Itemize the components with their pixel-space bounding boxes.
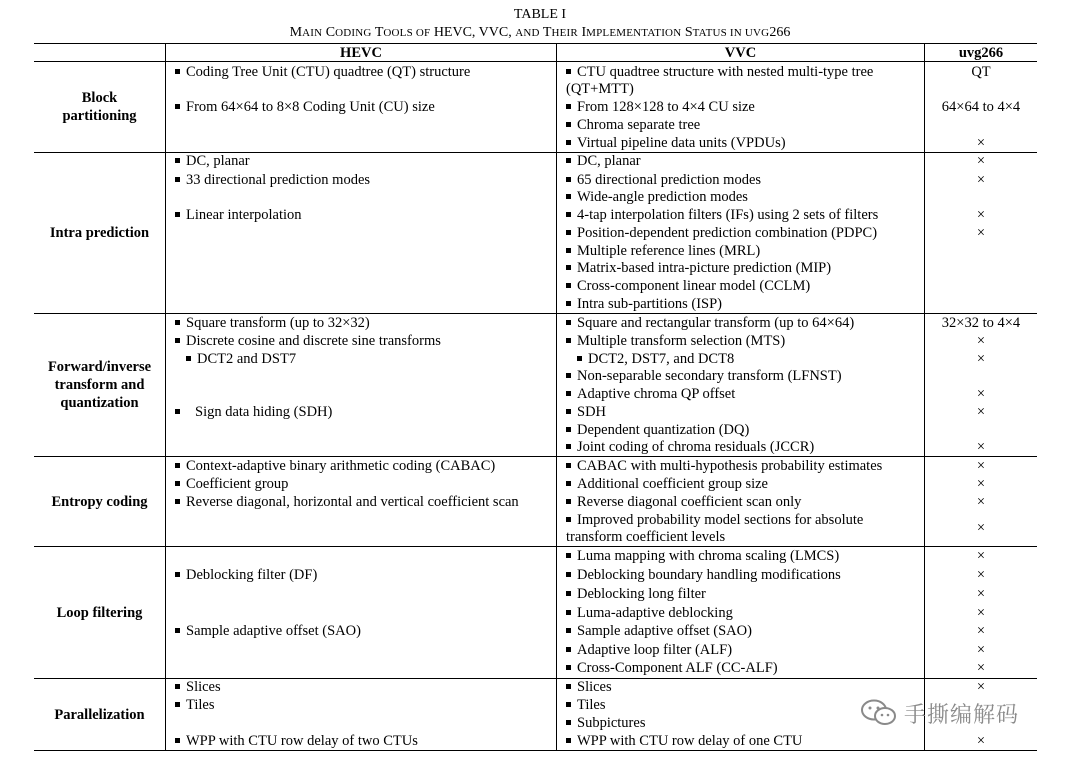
vvc-item: Virtual pipeline data units (VPDUs)	[566, 135, 786, 152]
vvc-item: Reverse diagonal coefficient scan only	[566, 494, 801, 511]
vvc-item: Deblocking boundary handling modifications	[566, 567, 841, 584]
uvg266-status: ×	[976, 153, 986, 169]
vvc-item: Additional coefficient group size	[566, 476, 768, 493]
category-loop-filtering: Loop filtering	[56, 604, 143, 621]
uvg266-status: ×	[976, 660, 986, 676]
hevc-item: Square transform (up to 32×32)	[175, 315, 370, 332]
vvc-item: Improved probability model sections for absolute transform coefficient levels	[566, 512, 864, 545]
uvg266-status: ×	[976, 733, 986, 749]
vvc-item: Cross-component linear model (CCLM)	[566, 278, 810, 295]
hevc-item: Reverse diagonal, horizontal and vertical coefficient scan	[175, 494, 519, 511]
uvg266-status: 32×32 to 4×4	[941, 315, 1021, 331]
uvg266-status: ×	[976, 623, 986, 639]
vvc-item: Tiles	[566, 697, 605, 714]
uvg266-status: 64×64 to 4×4	[941, 99, 1021, 115]
vvc-item: Matrix-based intra-picture prediction (MIP)	[566, 260, 831, 277]
vvc-item: DC, planar	[566, 153, 641, 170]
uvg266-status: ×	[976, 586, 986, 602]
uvg266-status: ×	[976, 439, 986, 455]
vvc-item: Subpictures	[566, 715, 645, 732]
hevc-item: WPP with CTU row delay of two CTUs	[175, 733, 418, 750]
hevc-item: Context-adaptive binary arithmetic coding (CABAC)	[175, 458, 495, 475]
vvc-item: CABAC with multi-hypothesis probability estimates	[566, 458, 882, 475]
header-uvg266: uvg266	[958, 45, 1004, 61]
vvc-item: Adaptive chroma QP offset	[566, 386, 735, 403]
vvc-item: CTU quadtree structure with nested multi-type tree (QT+MTT)	[566, 64, 874, 97]
vvc-item: WPP with CTU row delay of one CTU	[566, 733, 802, 750]
header-vvc: VVC	[724, 45, 757, 61]
uvg266-status: ×	[976, 225, 986, 241]
vvc-item: Wide-angle prediction modes	[566, 189, 748, 206]
header-rule	[34, 61, 1037, 62]
vvc-item: 65 directional prediction modes	[566, 172, 761, 189]
row-rule	[34, 546, 1037, 547]
table-number: TABLE I	[513, 7, 567, 22]
hevc-item: 33 directional prediction modes	[175, 172, 370, 189]
hevc-item: Sample adaptive offset (SAO)	[175, 623, 361, 640]
hevc-item: Linear interpolation	[175, 207, 302, 224]
header-hevc: HEVC	[340, 45, 382, 61]
hevc-item: Deblocking filter (DF)	[175, 567, 317, 584]
uvg266-status: ×	[976, 207, 986, 223]
uvg266-status: ×	[976, 548, 986, 564]
hevc-item: Discrete cosine and discrete sine transforms	[175, 333, 441, 350]
hevc-item: Coefficient group	[175, 476, 288, 493]
column-rule	[556, 43, 557, 750]
category-block-partitioning: Block partitioning	[62, 90, 137, 124]
vvc-item: Deblocking long filter	[566, 586, 706, 603]
uvg266-status: ×	[976, 404, 986, 420]
uvg266-status: ×	[976, 333, 986, 349]
vvc-item: Luma mapping with chroma scaling (LMCS)	[566, 548, 839, 565]
table-bottom-rule	[34, 750, 1037, 751]
category-entropy-coding: Entropy coding	[51, 493, 148, 510]
vvc-item: Position-dependent prediction combination (PDPC)	[566, 225, 877, 242]
watermark: 手撕编解码	[860, 698, 1019, 728]
row-rule	[34, 313, 1037, 314]
category-transform-quantization: Forward/inverse transform and quantization	[47, 359, 152, 411]
uvg266-status: ×	[976, 494, 986, 510]
vvc-item: Joint coding of chroma residuals (JCCR)	[566, 439, 814, 456]
uvg266-status: ×	[976, 135, 986, 151]
uvg266-status: ×	[976, 476, 986, 492]
wechat-icon	[860, 698, 898, 728]
vvc-item: Sample adaptive offset (SAO)	[566, 623, 752, 640]
vvc-item: Multiple reference lines (MRL)	[566, 243, 760, 260]
vvc-item: 4-tap interpolation filters (IFs) using 2 sets of filters	[566, 207, 878, 224]
vvc-item: SDH	[566, 404, 606, 421]
vvc-item: Square and rectangular transform (up to 64×64)	[566, 315, 854, 332]
hevc-item: Sign data hiding (SDH)	[175, 404, 332, 421]
vvc-item: Cross-Component ALF (CC-ALF)	[566, 660, 778, 677]
uvg266-status: ×	[976, 386, 986, 402]
vvc-item: DCT2, DST7, and DCT8	[577, 351, 734, 368]
table-title: MAIN CODING TOOLS OF HEVC, VVC, AND THEIR IMPLEMENTATION STATUS IN UVG266	[289, 25, 791, 40]
vvc-item: Chroma separate tree	[566, 117, 700, 134]
uvg266-status: ×	[976, 679, 986, 695]
category-parallelization: Parallelization	[54, 706, 145, 723]
hevc-item: DC, planar	[175, 153, 250, 170]
uvg266-status: ×	[976, 458, 986, 474]
vvc-item: Multiple transform selection (MTS)	[566, 333, 785, 350]
uvg266-status: ×	[976, 172, 986, 188]
hevc-item: Slices	[175, 679, 221, 696]
vvc-item: Intra sub-partitions (ISP)	[566, 296, 722, 313]
vvc-item: Non-separable secondary transform (LFNST)	[566, 368, 842, 385]
column-rule	[165, 43, 166, 750]
category-intra-prediction: Intra prediction	[49, 225, 150, 241]
table-top-rule	[34, 43, 1037, 44]
vvc-item: Luma-adaptive deblocking	[566, 605, 733, 622]
vvc-item: Dependent quantization (DQ)	[566, 422, 749, 439]
hevc-item: Tiles	[175, 697, 214, 714]
uvg266-status: ×	[976, 520, 986, 536]
hevc-item: From 64×64 to 8×8 Coding Unit (CU) size	[175, 99, 435, 116]
vvc-item: From 128×128 to 4×4 CU size	[566, 99, 755, 116]
vvc-item: Adaptive loop filter (ALF)	[566, 642, 732, 659]
uvg266-status: ×	[976, 567, 986, 583]
uvg266-status: ×	[976, 642, 986, 658]
uvg266-status: QT	[971, 64, 991, 80]
row-rule	[34, 456, 1037, 457]
uvg266-status: ×	[976, 351, 986, 367]
uvg266-status: ×	[976, 605, 986, 621]
vvc-item: Slices	[566, 679, 612, 696]
hevc-item: DCT2 and DST7	[186, 351, 296, 368]
hevc-item: Coding Tree Unit (CTU) quadtree (QT) structure	[175, 64, 470, 81]
